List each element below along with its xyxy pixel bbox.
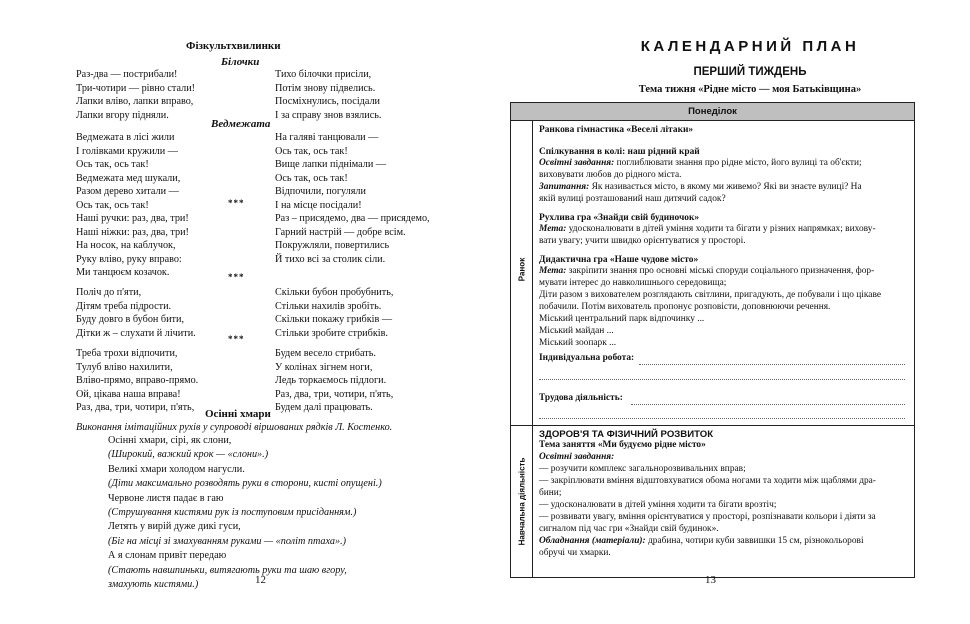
poem-stanza-left [76, 347, 198, 415]
fill-line [539, 379, 905, 380]
lesson-item: бини; [539, 488, 562, 498]
row-divider [511, 425, 914, 426]
game1-heading: Рухлива гра «Знайди свій будиночок» [539, 213, 700, 223]
week-theme: Тема тижня «Рідне місто — моя Батьківщина» [638, 84, 862, 95]
separator-stars: *** [228, 198, 245, 208]
poem-line: Разом дерево хитали — [76, 186, 179, 198]
poem-stanza-left [76, 68, 195, 122]
poem-line: Ой, цікава наша вправа! [76, 388, 181, 400]
poem-line: Вліво-прямо, вправо-прямо. [76, 375, 199, 387]
poem-line: Червоне листя падає в гаю [108, 492, 224, 504]
poem-line: Покружляли, повертились [275, 240, 390, 252]
poem-line: Вище лапки піднімали — [275, 159, 387, 171]
fill-line [639, 364, 905, 365]
poem-line: Три-чотири — рівно стали! [76, 82, 196, 94]
poem-line: Ведмежата мед шукали, [76, 172, 181, 184]
lesson-item: сигналом під час гри «Знайди свій будинок». [539, 524, 719, 534]
row-label-morning: Ранок [517, 257, 527, 282]
page-number: 12 [255, 574, 266, 586]
talk-tasks [539, 158, 862, 170]
poem-line: І на місце посідали! [275, 199, 362, 211]
poem-line: Лапки вліво, лапки вправо, [76, 96, 194, 108]
poem-line: У колінах зігнем ноги, [275, 361, 373, 373]
calendar-title: КАЛЕНДАРНИЙ ПЛАН [640, 38, 860, 55]
poem-line: Наші ручки: раз, два, три! [76, 213, 189, 224]
game2-goal-cont: мувати інтерес до навколишнього середовища; [539, 278, 727, 288]
poem-line: Раз, два, три, чотири, п'ять, [275, 388, 394, 400]
poem-line: Тихо білочки присіли, [275, 69, 372, 80]
poem-line: Треба трохи відпочити, [76, 348, 178, 359]
poem-line: Дітки ж – слухати й лічити. [76, 327, 196, 339]
talk-questions-cont: якій вулиці розташований наш дитячий садок? [539, 194, 726, 204]
game2-heading: Дидактична гра «Наше чудове місто» [539, 255, 699, 265]
poem-line: Летять у вирій дуже дикі гуси, [108, 521, 241, 533]
fill-line [539, 418, 905, 419]
column-divider [532, 120, 533, 577]
poem-line: Раз-два — пострибали! [76, 69, 178, 80]
poem-line: Гарний настрій — добре всім. [275, 226, 406, 238]
text: удосконалювати в дітей уміння ходити та бігати у різних напрямках; вихову- [568, 224, 876, 234]
poem-stanza-left [76, 131, 180, 213]
poem-stanza-right [275, 212, 430, 266]
row-label-lesson: Навчальна діяльність [517, 457, 527, 546]
poem-line: Наші ніжки: раз, два, три! [76, 226, 189, 238]
game1-goal-cont: вати увагу; учити швидко орієнтуватися у просторі. [539, 236, 746, 246]
poem-line: Раз – присядемо, два — присядемо, [275, 213, 430, 224]
lesson-tasks-label: Освітні завдання: [539, 452, 615, 462]
lesson-heading: ЗДОРОВ'Я ТА ФІЗИЧНИЙ РОЗВИТОК [539, 429, 714, 440]
poem-stanza-right [275, 286, 393, 340]
label: Запитання: [539, 182, 590, 192]
poem-heading: Ведмежата [211, 118, 271, 130]
game2-text: Діти разом з вихователем розглядають світлини, пригадують, де побували і що цікаве [539, 290, 881, 300]
lesson-item: — закріплювати вміння відштовхуватися обома ногами та ходити між щаблями дра- [539, 476, 876, 486]
game2-text: Міський майдан ... [539, 326, 614, 336]
poem-line: І за справу знов взялись. [275, 109, 382, 121]
separator-stars: *** [228, 272, 245, 282]
poem-line: Стільки зробите стрибків. [275, 327, 388, 339]
lesson-item: — розвивати увагу, вміння орієнтуватися у просторі, розпізнавати кольори і діяти за [539, 512, 876, 522]
poem-line: Ось так, ось так! [76, 159, 149, 171]
plan-table [510, 102, 915, 578]
poem-line: Раз, два, три, чотири, п'ять, [76, 402, 195, 414]
lesson-equipment [539, 536, 864, 548]
page-number: 13 [705, 574, 716, 586]
game2-text: побачили. Потім вихователь пропонує розповісти, доповнюючи речення. [539, 302, 831, 312]
poem-line: Будем далі працювать. [275, 402, 373, 414]
talk-tasks-cont: виховувати любов до рідного міста. [539, 170, 682, 180]
poem-line: Скільки бубон пробубнить, [275, 287, 394, 298]
poem-stanza-right [275, 131, 386, 213]
poem-stanza [108, 434, 382, 592]
poem-line: Великі хмари холодом нагусли. [108, 463, 245, 475]
poem-stage-direction: (Діти максимально розводять руки в сторони, кисті опущені.) [108, 478, 382, 490]
poem-heading: Осінні хмари [205, 408, 271, 420]
poem-stage-direction: (Струшування кистями рук із поступовим присіданням.) [108, 507, 357, 519]
poem-line: Ледь торкаємось підлоги. [275, 375, 387, 387]
day-header: Понеділок [511, 103, 914, 121]
poem-heading: Білочки [221, 56, 260, 68]
poem-intro: Виконання імітаційних рухів у супроводі віршованих рядків Л. Костенко. [76, 422, 393, 433]
poem-stage-direction: (Стають навшпиньки, витягають руки та шаю вгору, [108, 564, 347, 576]
poem-line: Тулуб вліво нахилити, [76, 361, 173, 373]
page-title: Фізкультхвилинки [186, 40, 281, 52]
poem-line: Ось так, ось так! [275, 145, 348, 157]
game2-goal [539, 266, 874, 278]
poem-line: Потім знову підвелись. [275, 82, 376, 94]
label: Освітні завдання: [539, 158, 615, 168]
lesson-item: — розучити комплекс загальнорозвивальних вправ; [539, 464, 746, 474]
poem-stanza-left [76, 212, 189, 280]
game1-goal [539, 224, 876, 236]
game2-text: Міський зоопарк ... [539, 338, 617, 348]
poem-line: Лапки вгору підняли. [76, 109, 169, 121]
label: Мета: [539, 224, 567, 234]
poem-stanza-right [275, 68, 381, 122]
label: Обладнання (матеріали): [539, 536, 646, 546]
poem-line: Стільки нахилів зробіть. [275, 300, 382, 312]
fill-line [631, 404, 905, 405]
week-heading: ПЕРШИЙ ТИЖДЕНЬ [693, 66, 807, 78]
poem-line: Відпочили, погуляли [275, 186, 366, 198]
text: поглиблювати знання про рідне місто, його вулиці та об'єкти; [616, 158, 862, 168]
poem-line: На носок, на каблучок, [76, 240, 176, 252]
poem-stage-direction: (Широкий, важкий крок — «слони».) [108, 449, 269, 461]
individual-work-label: Індивідуальна робота: [539, 353, 635, 363]
poem-line: Ось так, ось так! [275, 172, 348, 184]
poem-line: Дітям треба підрости. [76, 300, 172, 312]
poem-line: І голівками кружили — [76, 145, 178, 157]
text: драбина, чотири куби заввишки 15 см, різнокольорові [648, 536, 864, 546]
separator-stars: *** [228, 334, 245, 344]
poem-line: Ось так, ось так! [76, 199, 149, 211]
poem-line: Будем весело стрибать. [275, 348, 376, 359]
poem-stage-direction: (Біг на місці зі змахуванням руками — «політ птаха».) [108, 535, 347, 547]
lesson-equipment-cont: обручі чи хмарки. [539, 548, 611, 558]
lesson-topic: Тема заняття «Ми будуємо рідне місто» [539, 440, 706, 450]
poem-line: Скільки покажу грибків — [275, 314, 393, 326]
poem-line: Ведмежата в лісі жили [76, 132, 175, 143]
labor-activity-label: Трудова діяльність: [539, 393, 623, 403]
poem-line: Руку вліво, руку вправо: [76, 253, 182, 265]
text: закріпити знання про основні міські споруди соціального призначення, фор- [568, 266, 875, 276]
talk-questions [539, 182, 862, 194]
label: Мета: [539, 266, 567, 276]
poem-line: Буду довго в бубон бити, [76, 314, 184, 326]
poem-line: Поліч до п'яти, [76, 287, 142, 298]
poem-line: Й тихо всі за столик сіли. [275, 253, 386, 265]
poem-line: Посміхнулись, посідали [275, 96, 380, 108]
poem-stanza-left [76, 286, 196, 340]
poem-line: Осінні хмари, сірі, як слони, [108, 435, 232, 446]
poem-stage-direction: змахують кистями.) [108, 579, 199, 591]
talk-heading: Спілкування в колі: наш рідний край [539, 147, 700, 157]
morning-gym: Ранкова гімнастика «Веселі літаки» [539, 125, 694, 135]
text: Як називається місто, в якому ми живемо? Які ви знаєте вулиці? На [591, 182, 862, 192]
game2-text: Міський центральний парк відпочинку ... [539, 314, 705, 324]
poem-line: А я слонам привіт передаю [108, 550, 227, 562]
poem-line: На галяві танцювали — [275, 132, 379, 143]
lesson-item: — удосконалювати в дітей уміння ходити та бігати врозтіч; [539, 500, 777, 510]
poem-stanza-right [275, 347, 393, 415]
poem-line: Ми танцюєм козачок. [76, 267, 170, 279]
right-page [485, 0, 970, 624]
